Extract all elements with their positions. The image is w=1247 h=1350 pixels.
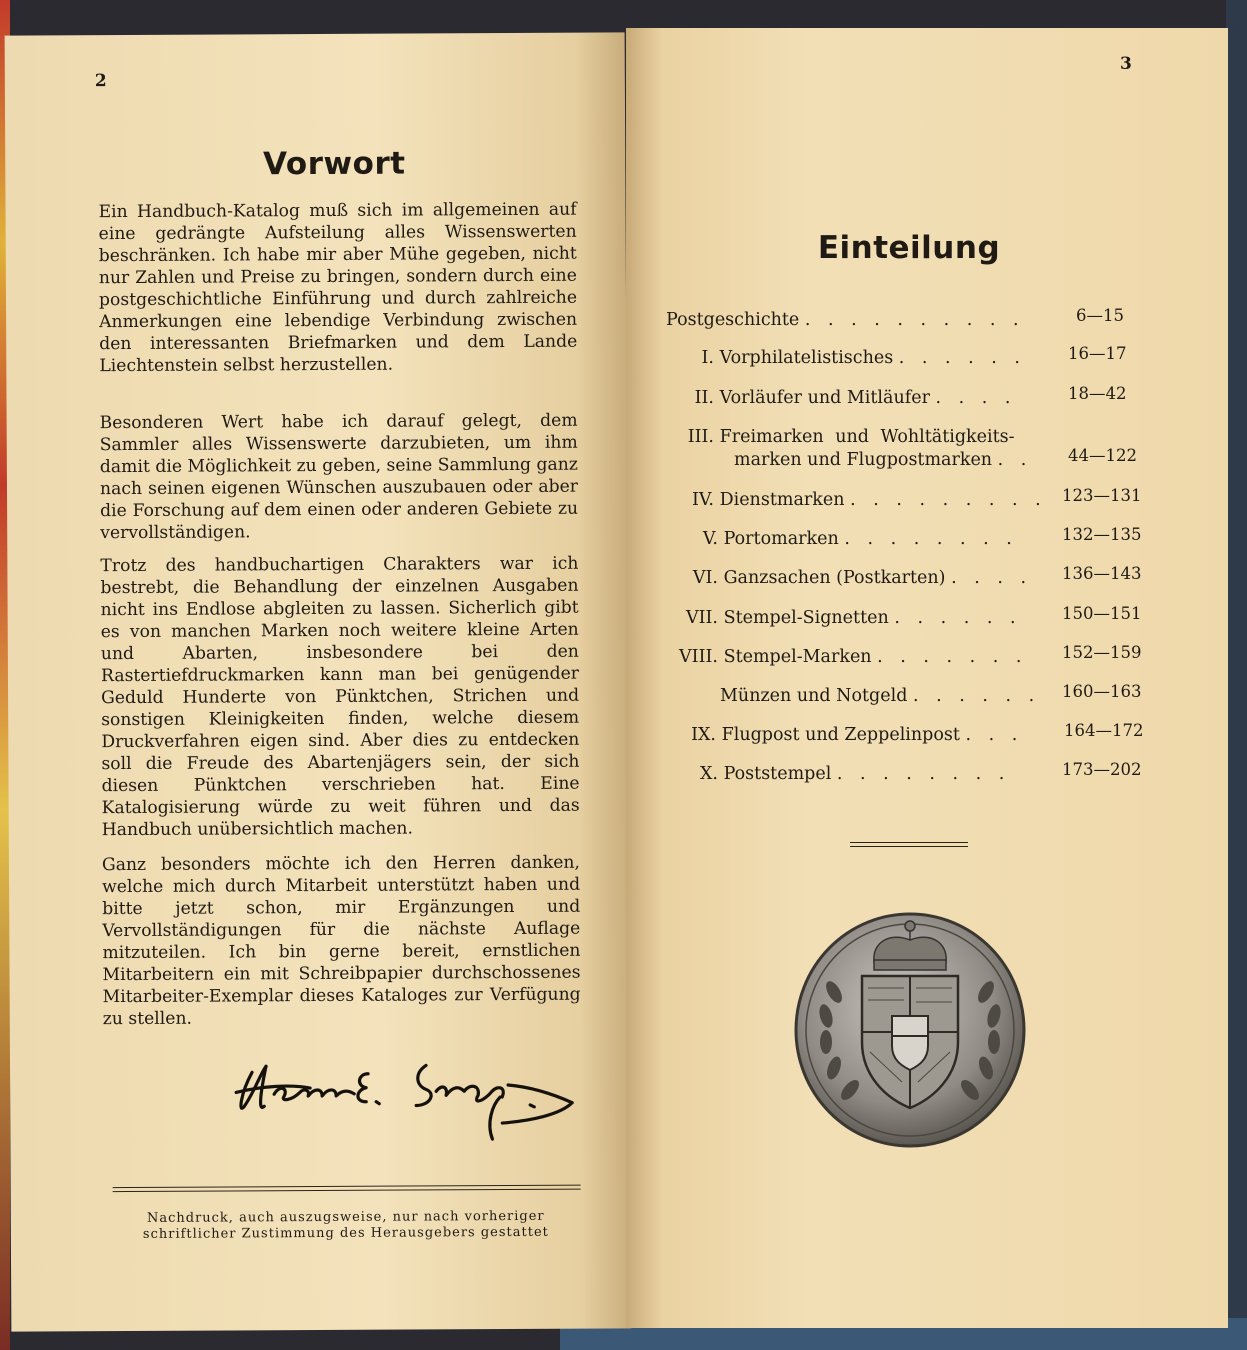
toc-row bbox=[676, 608, 1022, 628]
toc-row bbox=[670, 647, 1027, 667]
toc-dots: . . . . . . . bbox=[877, 647, 1028, 667]
page-number: 2 bbox=[94, 71, 107, 92]
toc-pages: 160—163 bbox=[1062, 682, 1142, 701]
toc-title: Ganzsachen (Postkarten) bbox=[723, 568, 946, 588]
toc-pages: 136—143 bbox=[1062, 564, 1142, 583]
toc-number: IX. bbox=[691, 725, 716, 745]
toc-title: Stempel-Marken bbox=[723, 647, 872, 667]
page-title: Einteilung bbox=[817, 230, 1001, 266]
paragraph-2: Besonderen Wert habe ich darauf gelegt, dem Sammler alles Wissenswerte darzubieten, um ihm damit die Möglichkeit zu geben, seine Sammlung ganz nach seinen eigenen Wünschen auszubauen oder aber die Forschung auf dem einen oder anderen Gebiete zu vervollständigen. bbox=[99, 410, 579, 544]
coat-of-arms-medal bbox=[794, 912, 1026, 1148]
toc-pages: 132—135 bbox=[1062, 525, 1142, 544]
toc-number: V. bbox=[702, 529, 718, 549]
toc-title: Münzen und Notgeld bbox=[720, 686, 908, 706]
copyright-footnote bbox=[111, 1209, 581, 1243]
toc-dots: . . bbox=[997, 450, 1033, 470]
author-signature bbox=[230, 1043, 581, 1145]
paragraph-4: Ganz besonders möchte ich den Herren danken, welche mich durch Mitarbeit unterstützt haben und bitte jetzt schon, mir Ergänzungen und Vervollständigungen für die nächste Auflage mitzuteilen. Ich bin gerne bereit, ernstlichen Mitarbeitern ein mit Schreibpapier durchschossenes Mitarbeiter-Exemplar dieses Kataloges zur Verfügung zu stellen. bbox=[101, 852, 581, 1030]
section-rule bbox=[850, 842, 968, 843]
toc-title: Vorphilatelistisches bbox=[719, 348, 894, 368]
toc-row bbox=[720, 686, 1040, 706]
toc-row bbox=[666, 310, 1025, 330]
footnote-line-1: Nachdruck, auch auszugsweise, nur nach vorheriger bbox=[146, 1208, 545, 1226]
book-cover-edge-right bbox=[1226, 0, 1247, 1350]
toc-dots: . . . . . . . . bbox=[844, 529, 1018, 549]
toc-title: Flugpost und Zeppelinpost bbox=[721, 725, 960, 745]
toc-dots: . . . . bbox=[951, 568, 1033, 588]
toc-row bbox=[676, 490, 1047, 510]
toc-dots: . . . . . . . . . bbox=[850, 490, 1047, 510]
toc-pages: 173—202 bbox=[1062, 760, 1142, 779]
toc-number: VII. bbox=[685, 608, 718, 628]
toc-dots: . . . . . . . . bbox=[836, 764, 1011, 784]
page-number: 3 bbox=[1120, 54, 1132, 74]
section-rule bbox=[850, 846, 968, 847]
toc-pages: 164—172 bbox=[1064, 721, 1144, 740]
toc-dots: . . . . . . bbox=[894, 608, 1022, 628]
toc-title: Vorläufer und Mitläufer bbox=[719, 388, 930, 408]
toc-row bbox=[676, 388, 1016, 408]
toc-number: IV. bbox=[691, 490, 714, 510]
toc-row bbox=[676, 348, 1026, 368]
footnote-line-2: schriftlicher Zustimmung des Herausgebers gestattet bbox=[142, 1224, 549, 1242]
toc-pages: 150—151 bbox=[1062, 604, 1142, 623]
toc-pages: 123—131 bbox=[1062, 486, 1142, 505]
toc-pages: 18—42 bbox=[1068, 384, 1127, 403]
toc-title: Freimarken und Wohltätigkeits- bbox=[719, 427, 1015, 447]
toc-dots: . . . . . . bbox=[913, 686, 1041, 706]
toc-dots: . . . . . . . . . . bbox=[804, 310, 1025, 330]
toc-pages: 6—15 bbox=[1076, 306, 1124, 325]
toc-row bbox=[676, 568, 1032, 588]
toc-dots: . . . . . . bbox=[898, 348, 1026, 368]
paragraph-1: Ein Handbuch-Katalog muß sich im allgemeinen auf eine gedrängte Aufsteilung alles Wissenswerten beschränken. Ich habe mir aber Mühe gegeben, nicht nur Zahlen und Preise zu bringen, sondern durch eine postgeschichtliche Einführung und durch zahlreiche Anmerkungen eine lebendige Verbindung zwischen den interessanten Briefmarken und dem Lande Liechtenstein selbst herzustellen. bbox=[98, 199, 578, 377]
toc-number: II. bbox=[694, 388, 714, 408]
toc-pages: 16—17 bbox=[1068, 344, 1127, 363]
toc-row-continuation bbox=[734, 450, 1032, 470]
toc-number: I. bbox=[701, 348, 714, 368]
toc-row bbox=[676, 529, 1018, 549]
paragraph-3: Trotz des handbuchartigen Charakters war ich bestrebt, die Behandlung der einzelnen Ausgaben nicht ins Endlose abgleiten zu lassen. Sicherlich gibt es von manchen Marken noch weitere kleine Arten und Abarten, insbesondere bei den Rastertiefdruckmarken kann man bei genügender Geduld Hunderte von Pünktchen, Strichen und sonstigen Kleinigkeiten finden, welche diesem Druckverfahren eigen sind. Aber dies zu entdecken soll die Freude des Abartenjägers sein, der sich diesen Pünktchen verschrieben hat. Eine Katalogisierung würde zu weit führen und das Handbuch unübersichtlich machen. bbox=[100, 553, 580, 841]
toc-title: marken und Flugpostmarken bbox=[734, 450, 993, 470]
toc-row bbox=[676, 427, 1015, 447]
toc-title: Portomarken bbox=[723, 529, 839, 549]
toc-number: X. bbox=[699, 764, 718, 784]
page-title: Vorwort bbox=[262, 145, 406, 183]
toc-pages: 152—159 bbox=[1062, 643, 1142, 662]
footnote-rule bbox=[113, 1189, 581, 1192]
toc-number: III. bbox=[687, 427, 714, 447]
toc-number: VIII. bbox=[679, 647, 718, 667]
footnote-rule bbox=[113, 1185, 581, 1188]
left-page bbox=[5, 32, 632, 1331]
toc-title: Dienstmarken bbox=[719, 490, 845, 510]
toc-row bbox=[676, 725, 1023, 745]
toc-dots: . . . bbox=[965, 725, 1024, 745]
toc-title: Stempel-Signetten bbox=[723, 608, 889, 628]
toc-row bbox=[676, 764, 1010, 784]
right-page bbox=[626, 28, 1228, 1328]
toc-pages: 44—122 bbox=[1068, 446, 1137, 465]
toc-title: Poststempel bbox=[723, 764, 832, 784]
toc-title: Postgeschichte bbox=[666, 310, 800, 330]
toc-dots: . . . . bbox=[935, 388, 1017, 408]
toc-number: VI. bbox=[692, 568, 718, 588]
